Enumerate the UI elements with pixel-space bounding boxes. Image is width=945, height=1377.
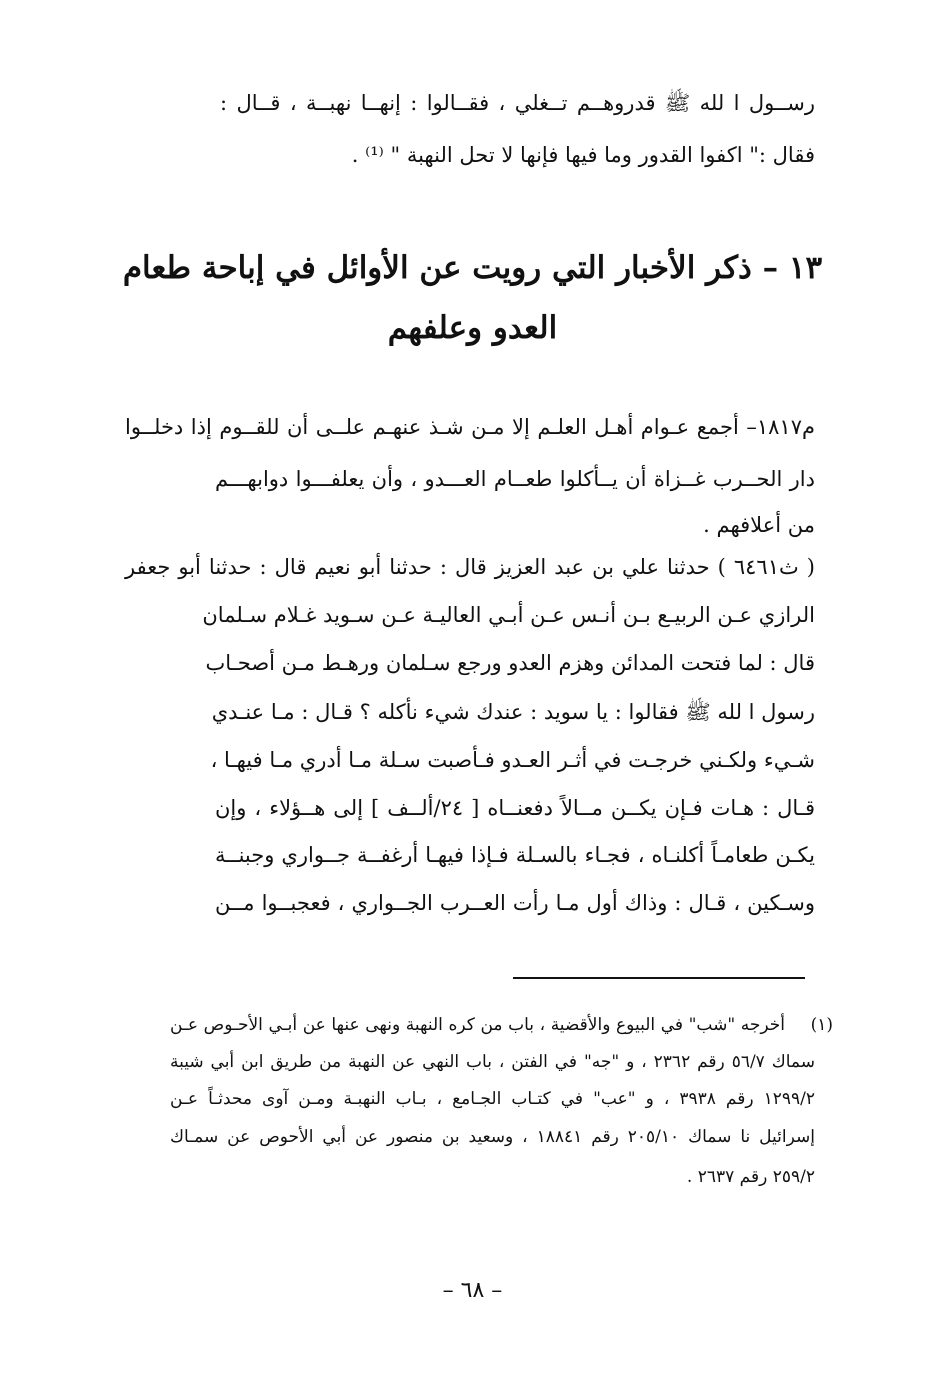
hadith-6461-line-7: يكـن طعامـاً أكلنـاه ، فجـاء بالسـلة فـإذا فيهـا أرغفــة جــواري وجبنــة (215, 843, 815, 867)
footnote-separator (513, 977, 805, 979)
footnote-marker: (١) (810, 1015, 833, 1035)
footnote-line-3: ١٢٩٩/٢ رقم ٣٩٣٨ ، و "عب" في كتـاب الجـامع ، بـاب النهبـة ومـن آوى محدثـاً عـن (170, 1089, 815, 1109)
footnote-line-4: إسرائيل نا سماك ٢٠٥/١٠ رقم ١٨٨٤١ ، وسعيد بن منصور عن أبي الأحوص عن سمـاك (170, 1127, 815, 1147)
hadith-6461-line-4: رسول ا لله ﷺ فقالوا : يا سويد : عندك شيء نأكله ؟ قـال : مـا عنـدي (211, 700, 815, 724)
hadith-6461-line-6: قـال : هـات فـإن يكــن مــالاً دفعنــاه [ ٢٤/ألــف ] إلى هــؤلاء ، وإن (215, 796, 815, 820)
hadith-6461-line-5: شـيء ولكـني خرجـت في أثـر العـدو فـأصبت سـلة مـا أدري مـا فيهـا ، (210, 748, 815, 772)
hadith-6461-line-2: الرازي عـن الربيـع بـن أنـس عـن أبـي العاليـة عـن سـويد غـلام سـلمان (202, 603, 815, 627)
chapter-heading-line-1: ١٣ – ذكر الأخبار التي رويت عن الأوائل في إباحة طعام (122, 250, 823, 286)
hadith-6461-line-1: ( ث٦٤٦١ ) حدثنا علي بن عبد العزيز قال : حدثنا أبو نعيم قال : حدثنا أبو جعفر (125, 555, 816, 579)
page-number: – ٦٨ – (442, 1278, 503, 1303)
footnote-line-1: أخرجه "شب" في البيوع والأقضية ، باب من كره النهبة ونهى عنها عن أبـي الأحـوص عـن (170, 1015, 785, 1035)
hadith-6461-line-8: وسـكين ، قـال : وذاك أول مـا رأت العــرب الجــواري ، فعجبــوا مــن (215, 891, 815, 915)
entry-1817-line-3: من أعلافهم . (703, 513, 815, 537)
entry-1817-line-2: دار الحــرب غــزاة أن يــأكلوا طعــام العـــدو ، وأن يعلفـــوا دوابهـــم (215, 467, 815, 491)
entry-1817-line-1: م١٨١٧– أجمع عـوام أهـل العلـم إلا مـن شـذ عنهـم علــى أن للقــوم إذا دخلــوا (125, 415, 815, 439)
footnote-line-5: ٢٥٩/٢ رقم ٢٦٣٧ . (686, 1167, 815, 1187)
hadith-6461-line-3: قال : لما فتحت المدائن وهزم العدو ورجع سـلمان ورهـط مـن أصحـاب (205, 651, 815, 675)
chapter-heading-line-2: العدو وعلفهم (387, 310, 558, 346)
intro-line-2: فقال :" اكفوا القدور وما فيها فإنها لا تحل النهبة " ⁽¹⁾ . (351, 143, 815, 167)
footnote-line-2: سماك ٥٦/٧ رقم ٢٣٦٢ ، و "جه" في الفتن ، باب النهي عن النهبة من طريق ابن أبي شيبة (170, 1052, 815, 1072)
intro-line-1: رســول ا لله ﷺ قدروهــم تــغلي ، فقــالوا : إنهــا نهبــة ، قــال : (220, 91, 815, 115)
